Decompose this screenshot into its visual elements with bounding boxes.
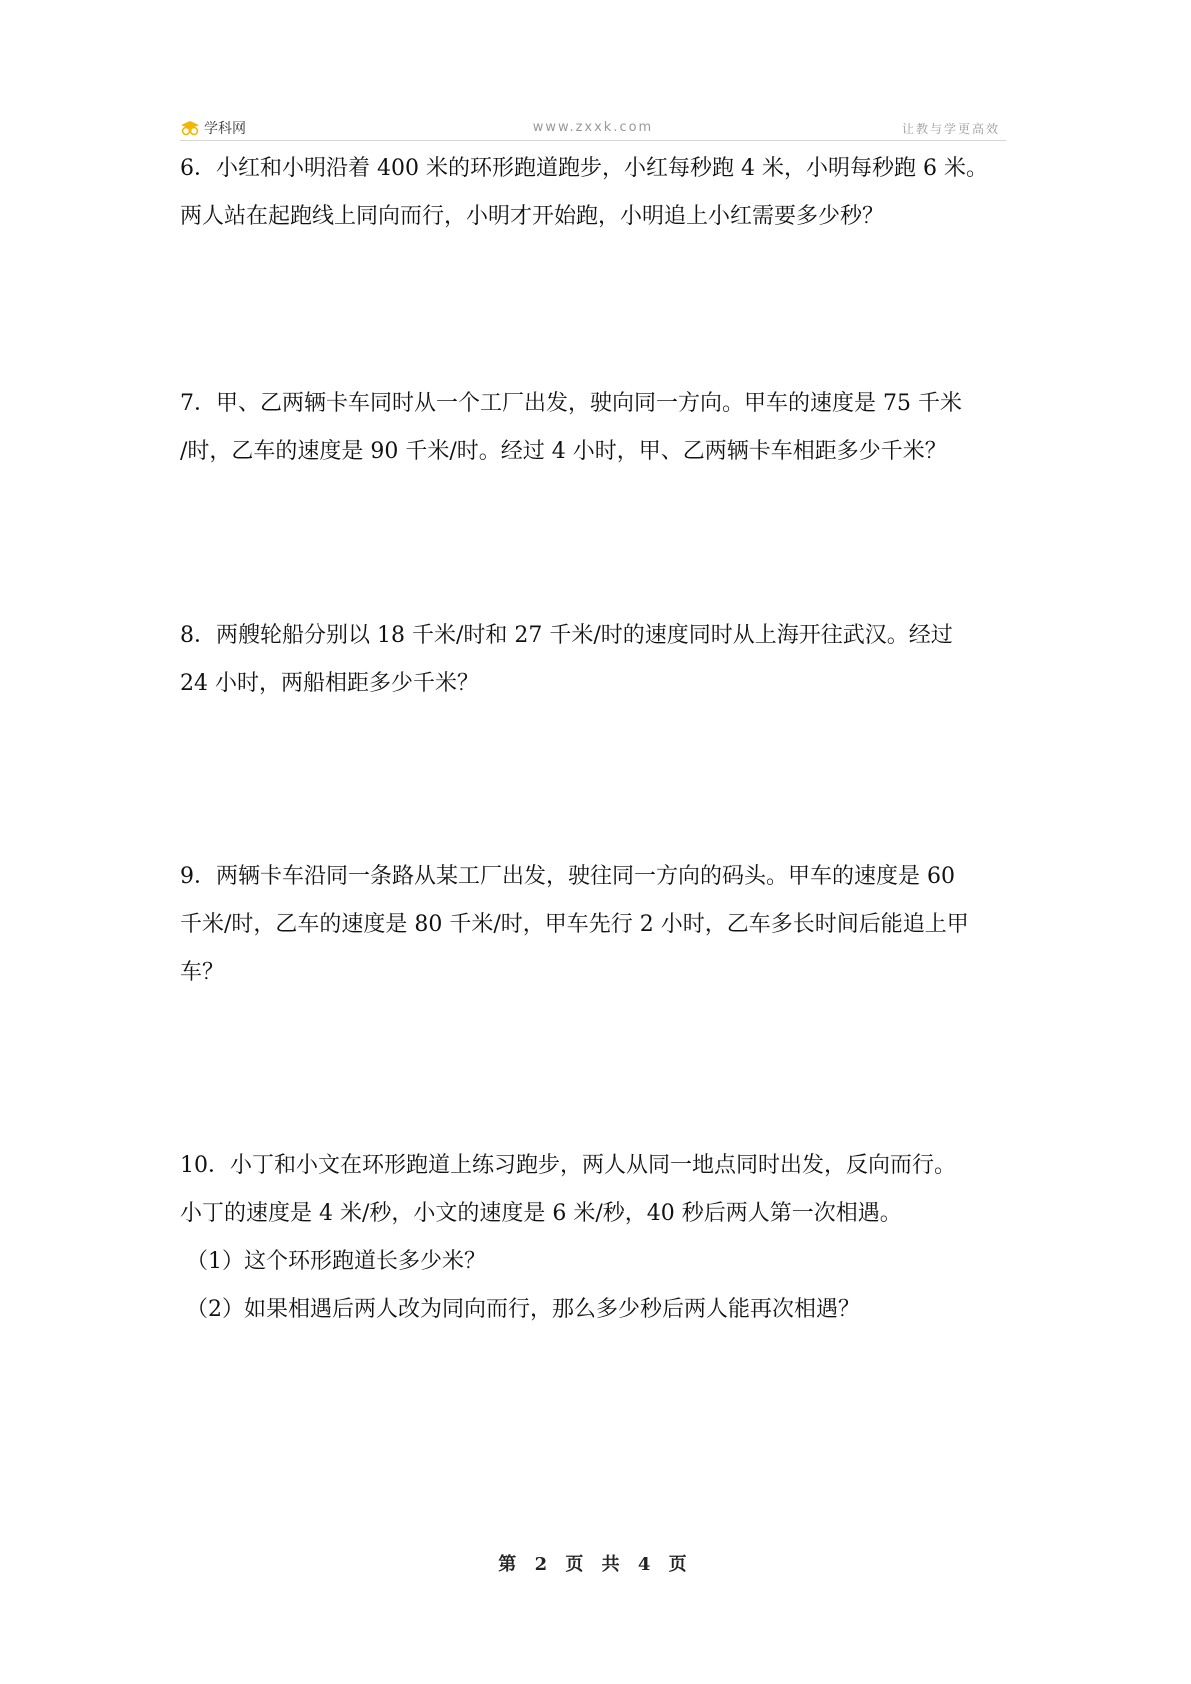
question-line: 车？	[180, 960, 225, 985]
site-url: www.zxxk.com	[532, 120, 654, 135]
question-line: 小丁的速度是 4 米/秒，小文的速度是 6 米/秒，40 秒后两人第一次相遇。	[180, 1201, 902, 1226]
page-number: 第 2 页 共 4 页	[498, 1554, 693, 1575]
page-header	[180, 112, 1006, 141]
question-7	[180, 380, 1020, 476]
sub-question-1: （1）这个环形跑道长多少米？	[186, 1249, 486, 1274]
question-9	[180, 853, 1020, 997]
question-10	[180, 1142, 1020, 1334]
question-line: /时，乙车的速度是 90 千米/时。经过 4 小时，甲、乙两辆卡车相距多少千米？	[180, 439, 947, 464]
question-line: 8．两艘轮船分别以 18 千米/时和 27 千米/时的速度同时从上海开往武汉。经过	[180, 623, 953, 648]
question-line: 两人站在起跑线上同向而行，小明才开始跑，小明追上小红需要多少秒？	[180, 204, 885, 229]
question-line: 24 小时，两船相距多少千米？	[180, 671, 479, 696]
question-line: 6．小红和小明沿着 400 米的环形跑道跑步，小红每秒跑 4 米，小明每秒跑 6 米。	[180, 156, 988, 181]
logo-text: 学科网	[204, 121, 246, 137]
sub-question-2: （2）如果相遇后两人改为同向而行，那么多少秒后两人能再次相遇？	[186, 1297, 860, 1322]
slogan: 让教与学更高效	[901, 122, 1000, 136]
question-8	[180, 612, 1020, 708]
question-line: 千米/时，乙车的速度是 80 千米/时，甲车先行 2 小时，乙车多长时间后能追上甲	[180, 912, 969, 937]
question-line: 9．两辆卡车沿同一条路从某工厂出发，驶往同一方向的码头。甲车的速度是 60	[180, 864, 955, 889]
question-6	[180, 145, 1020, 241]
question-line: 7．甲、乙两辆卡车同时从一个工厂出发，驶向同一方向。甲车的速度是 75 千米	[180, 391, 962, 416]
question-line: 10．小丁和小文在环形跑道上练习跑步，两人从同一地点同时出发，反向而行。	[180, 1153, 956, 1178]
